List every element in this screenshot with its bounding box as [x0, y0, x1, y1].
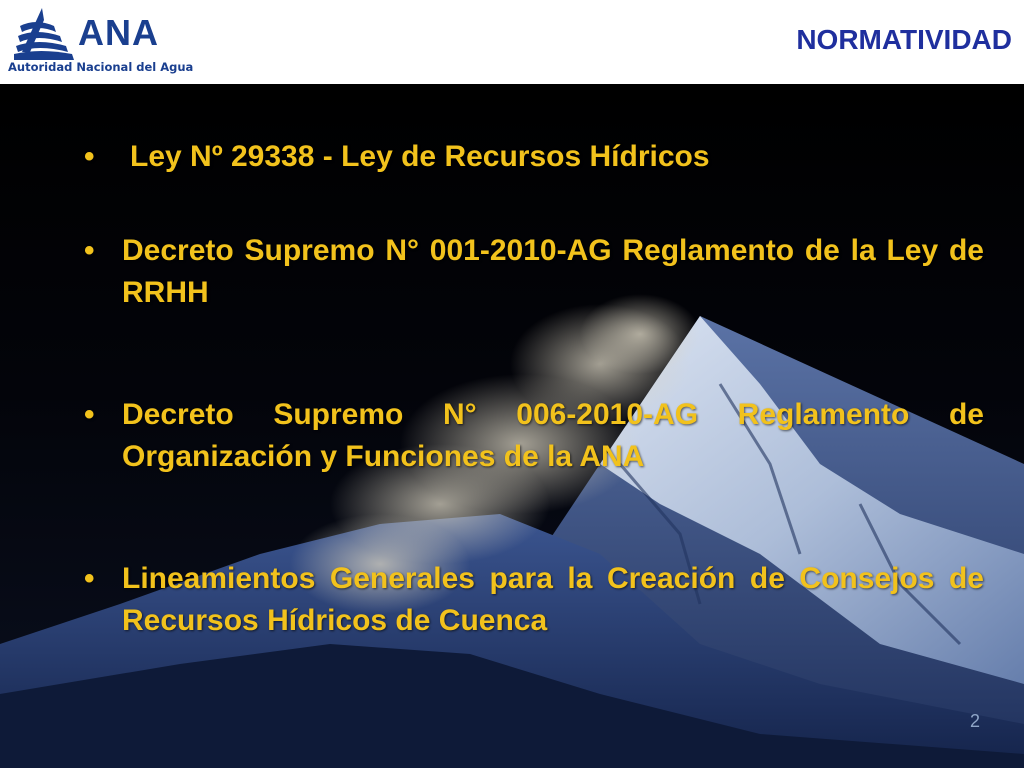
bullet-text: Decreto Supremo N° 006-2010-AG Reglamento de Organización y Funciones de la ANA [122, 398, 984, 473]
bullet-marker: • [84, 140, 95, 173]
ana-logo [8, 4, 194, 80]
bullet-item [84, 136, 984, 178]
bullet-text: Ley Nº 29338 - Ley de Recursos Hídricos [130, 140, 710, 173]
bullet-marker: • [84, 398, 95, 431]
bullet-text: Decreto Supremo N° 001-2010-AG Reglamento de la Ley de RRHH [122, 234, 984, 309]
logo-wordmark: ANA [78, 12, 159, 53]
bullet-marker: • [84, 562, 95, 595]
bullet-text: Lineamientos Generales para la Creación de Consejos de Recursos Hídricos de Cuenca [122, 562, 984, 637]
bullet-marker: • [84, 234, 95, 267]
page-number: 2 [969, 711, 980, 731]
bullet-item [84, 558, 984, 642]
header-bar [0, 0, 1024, 84]
bullet-item [84, 394, 984, 478]
logo-subtitle: Autoridad Nacional del Agua [8, 60, 194, 74]
bullet-item [84, 230, 984, 314]
section-title: NORMATIVIDAD [796, 24, 1012, 55]
ana-waves-logo-icon [14, 6, 76, 60]
